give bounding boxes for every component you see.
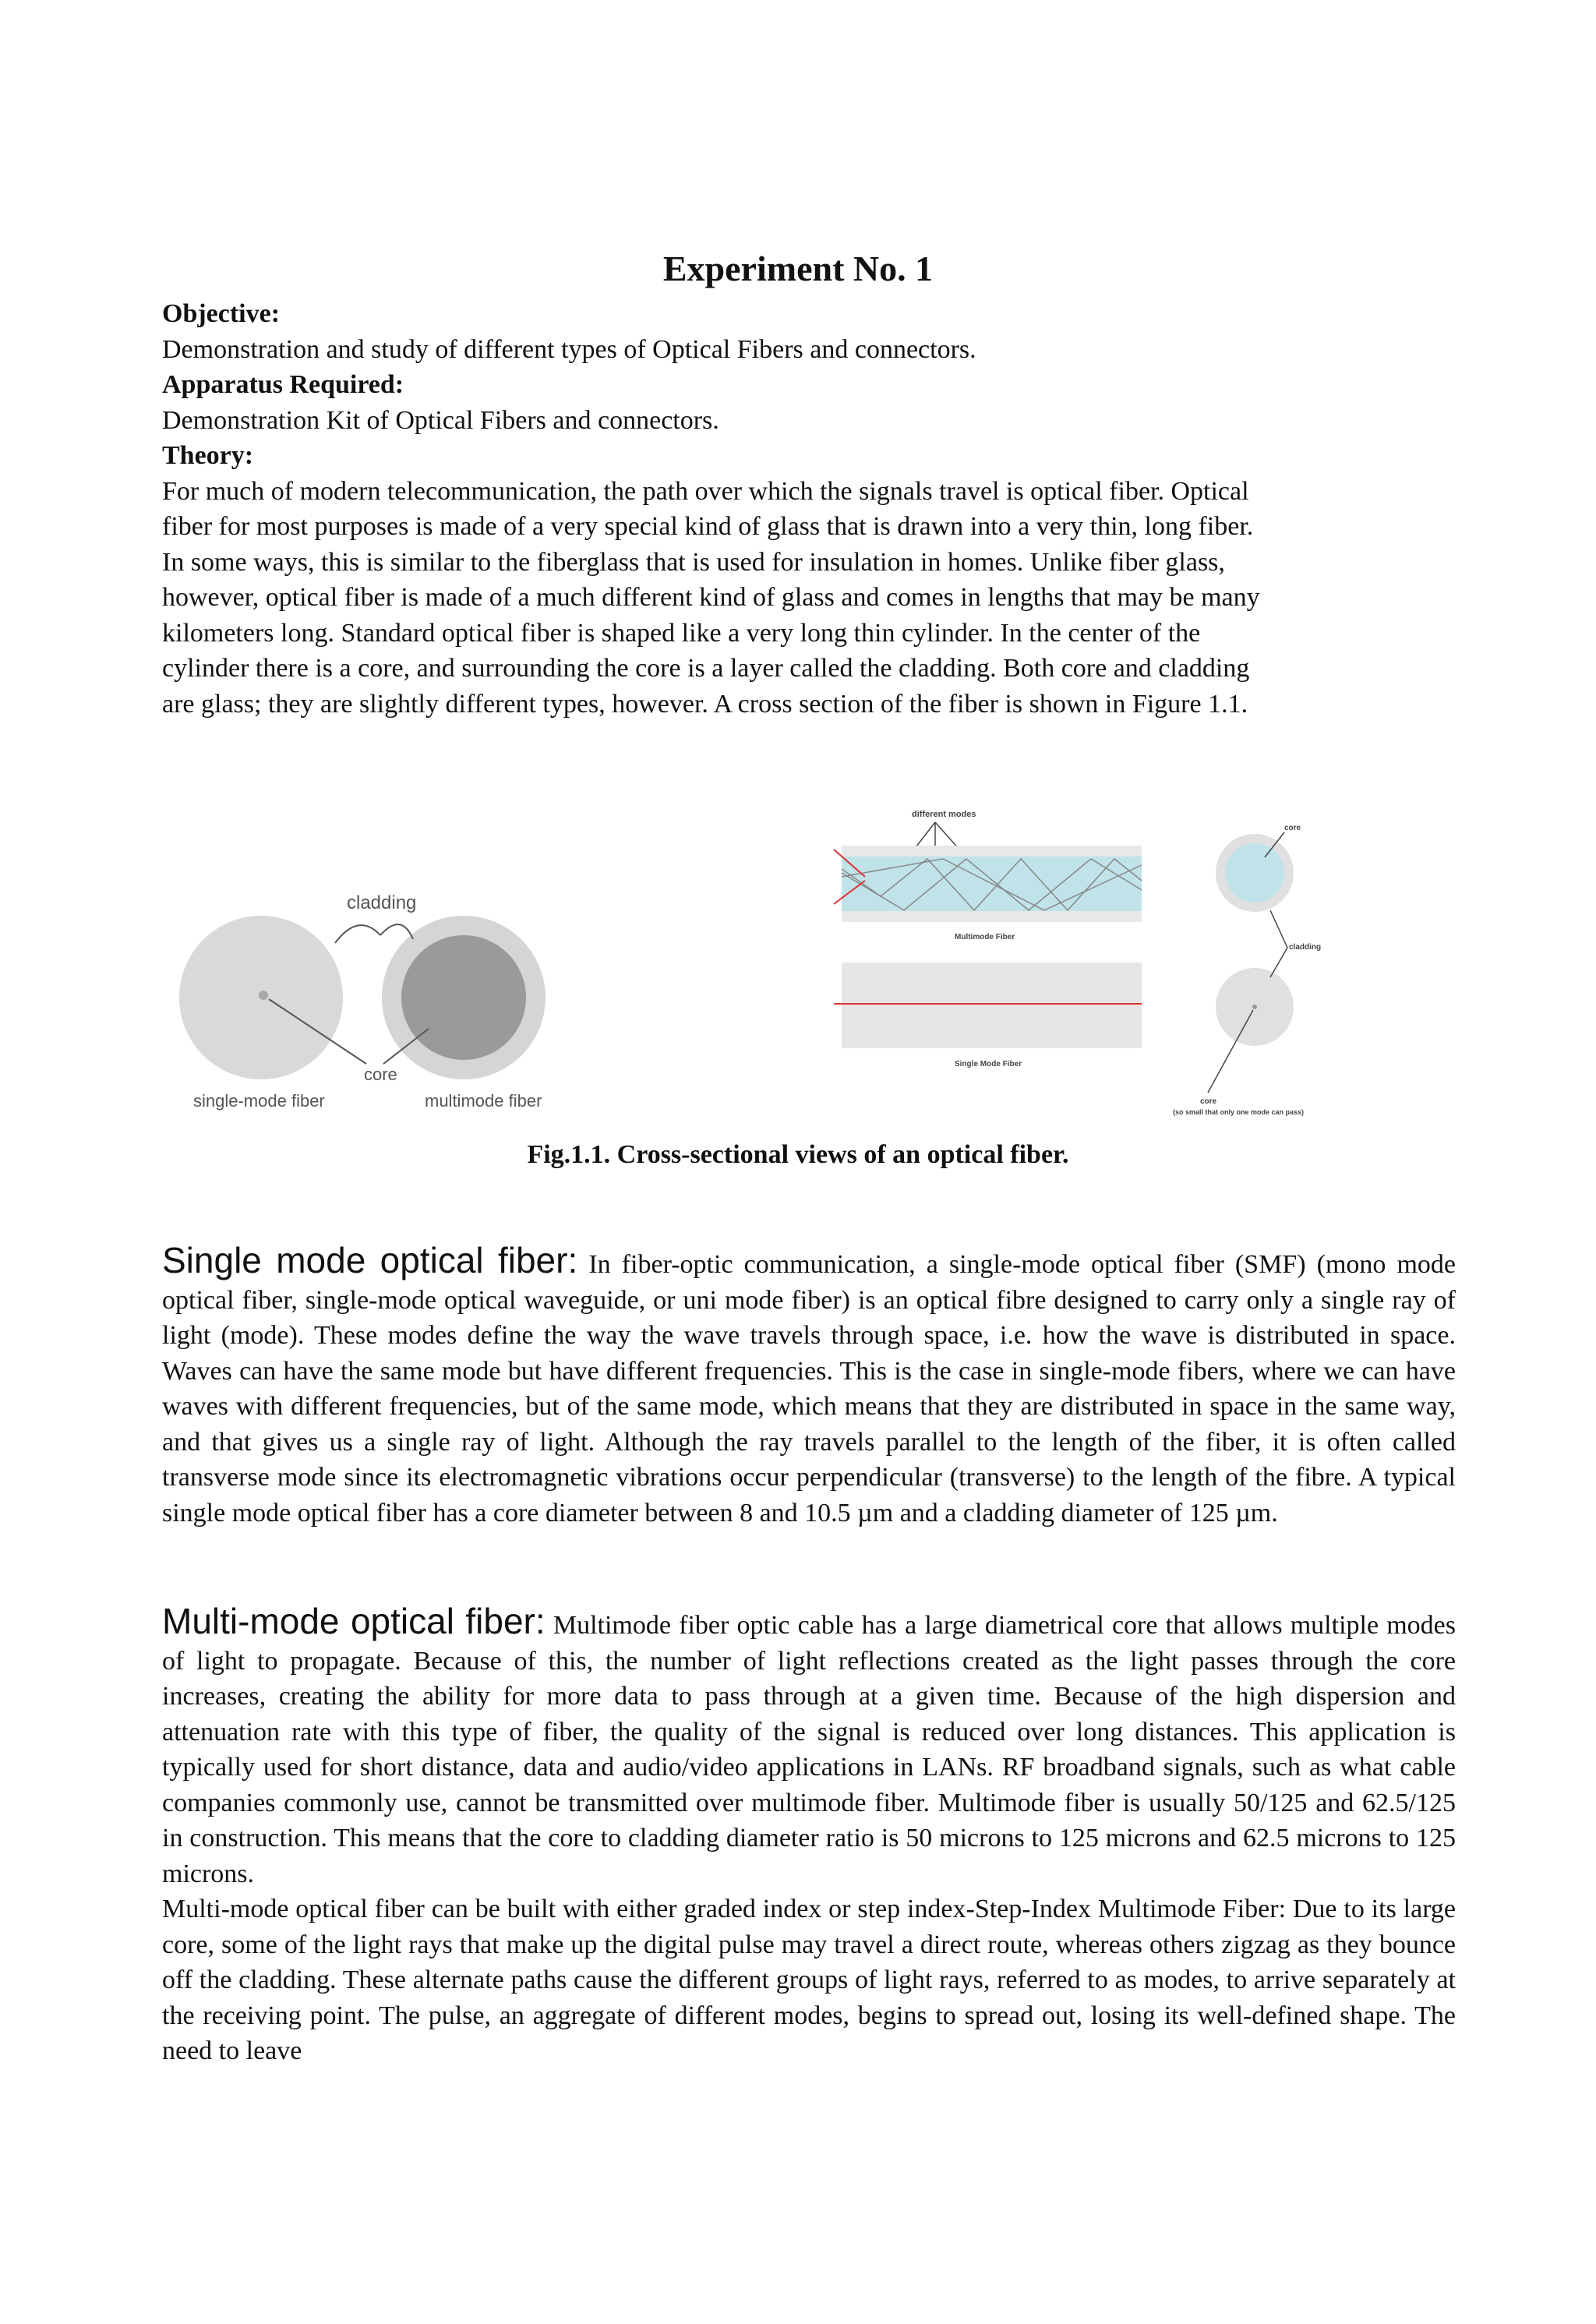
single-mode-fiber-caption: Single Mode Fiber: [955, 1060, 1022, 1068]
page-title: Experiment No. 1: [662, 249, 934, 288]
different-modes-label: different modes: [912, 810, 976, 819]
core-label-bottom: core: [1200, 1097, 1217, 1106]
single-mode-core-dot: [259, 991, 268, 1000]
multi-mode-text-2: Multi-mode optical fiber can be built with either graded index or step index-Step-Index Multimode Fiber: Due to its large core, some of the light rays that make up the digital pulse may travel a direct route, whereas others zigzag as they bounce off the cladding. These alternate paths cause the different groups of light rays, referred to as modes, to arrive separately at the receiving point. The pulse, an aggregate of different modes, begins to spread out, losing its well-defined shape. The need to leave: [162, 1895, 1456, 2065]
objective-text: Demonstration and study of different types of Optical Fibers and connectors.: [162, 334, 976, 364]
single-mode-fiber-body: [842, 962, 1142, 1048]
single-mode-section: [162, 1240, 1457, 1531]
cladding-label: cladding: [347, 892, 417, 913]
theory-line: In some ways, this is similar to the fiberglass that is used for insulation in homes. Unlike fiber glass,: [162, 547, 1225, 577]
cladding-label-right: cladding: [1289, 943, 1322, 952]
single-mode-fiber-label: single-mode fiber: [193, 1091, 325, 1111]
core-label-top: core: [1284, 824, 1301, 832]
apparatus-text: Demonstration Kit of Optical Fibers and connectors.: [162, 405, 719, 435]
fiber-propagation-figure: [834, 803, 1333, 1122]
theory-line: however, optical fiber is made of a much different kind of glass and comes in lengths that may be many: [162, 583, 1260, 612]
objective-section: [162, 296, 1456, 722]
theory-heading: Theory:: [162, 441, 254, 470]
core-note-label: (so small that only one mode can pass): [1173, 1108, 1305, 1116]
multi-mode-section: [162, 1601, 1457, 2069]
cladding-arrow-right-fig: [1270, 948, 1287, 977]
theory-line: For much of modern telecommunication, the path over which the signals travel is optical fiber. Optical: [162, 476, 1249, 506]
cladding-arrow-left: [335, 925, 380, 943]
fiber-cross-section-figure: [179, 888, 584, 1114]
theory-line: kilometers long. Standard optical fiber is shaped like a very long thin cylinder. In the center of the: [162, 618, 1201, 648]
objective-heading: Objective:: [162, 299, 281, 328]
cladding-arrow-right-fig: [1270, 910, 1287, 948]
multimode-fiber-caption: Multimode Fiber: [955, 933, 1015, 941]
multimode-end-core: [1225, 843, 1284, 902]
multimode-core-circle: [401, 935, 526, 1060]
theory-line: cylinder there is a core, and surrounding the core is a layer called the cladding. Both core and cladding: [162, 654, 1250, 683]
multimode-cladding-bottom: [842, 911, 1142, 922]
single-mode-text: In fiber-optic communication, a single-mode optical fiber (SMF) (mono mode optical fiber, single-mode optical waveguide, or uni mode fiber) is an optical fibre designed to carry only a single ray of light (mode). These modes define the way the wave travels through space, i.e. how the wave is distributed in space. Waves can have the same mode but have different frequencies. This is the case in single-mode fibers, where we can have waves with different frequencies, but of the same mode, which means that they are distributed in space in the same way, and that gives us a single ray of light. Although the ray travels parallel to the length of the fiber, it is often called transverse mode since its electromagnetic vibrations occur perpendicular (transverse) to the length of the fibre. A typical single mode optical fiber has a core diameter between 8 and 10.5 µm and a cladding diameter of 125 µm.: [162, 1250, 1457, 1528]
apparatus-heading: Apparatus Required:: [162, 370, 404, 399]
cladding-arrow-right: [380, 924, 413, 939]
single-mode-heading: Single mode optical fiber:: [162, 1240, 578, 1280]
theory-line: are glass; they are slightly different types, however. A cross section of the fiber is shown in Figure 1.1.: [162, 689, 1248, 719]
core-label: core: [364, 1065, 397, 1084]
figure-caption: Fig.1.1. Cross-sectional views of an optical fiber.: [527, 1140, 1069, 1169]
multimode-fiber-label: multimode fiber: [425, 1091, 542, 1111]
multimode-cladding-top: [842, 846, 1142, 856]
theory-line: fiber for most purposes is made of a very special kind of glass that is drawn into a very thin, long fiber.: [162, 512, 1254, 541]
multi-mode-text: Multimode fiber optic cable has a large diametrical core that allows multiple modes of light to propagate. Because of this, the number of light reflections created as the light passes through the core increases, creating the ability for more data to pass through at a given time. Because of the high dispersion and attenuation rate with this type of fiber, the quality of the signal is reduced over long distances. This application is typically used for short distance, data and audio/video applications in LANs. RF broadband signals, such as what cable companies commonly use, cannot be transmitted over multimode fiber. Multimode fiber is usually 50/125 and 62.5/125 in construction. This means that the core to cladding diameter ratio is 50 microns to 125 microns and 62.5 microns to 125 microns.: [162, 1611, 1457, 1888]
multi-mode-heading: Multi-mode optical fiber:: [162, 1601, 546, 1641]
single-mode-end-core: [1252, 1005, 1257, 1009]
